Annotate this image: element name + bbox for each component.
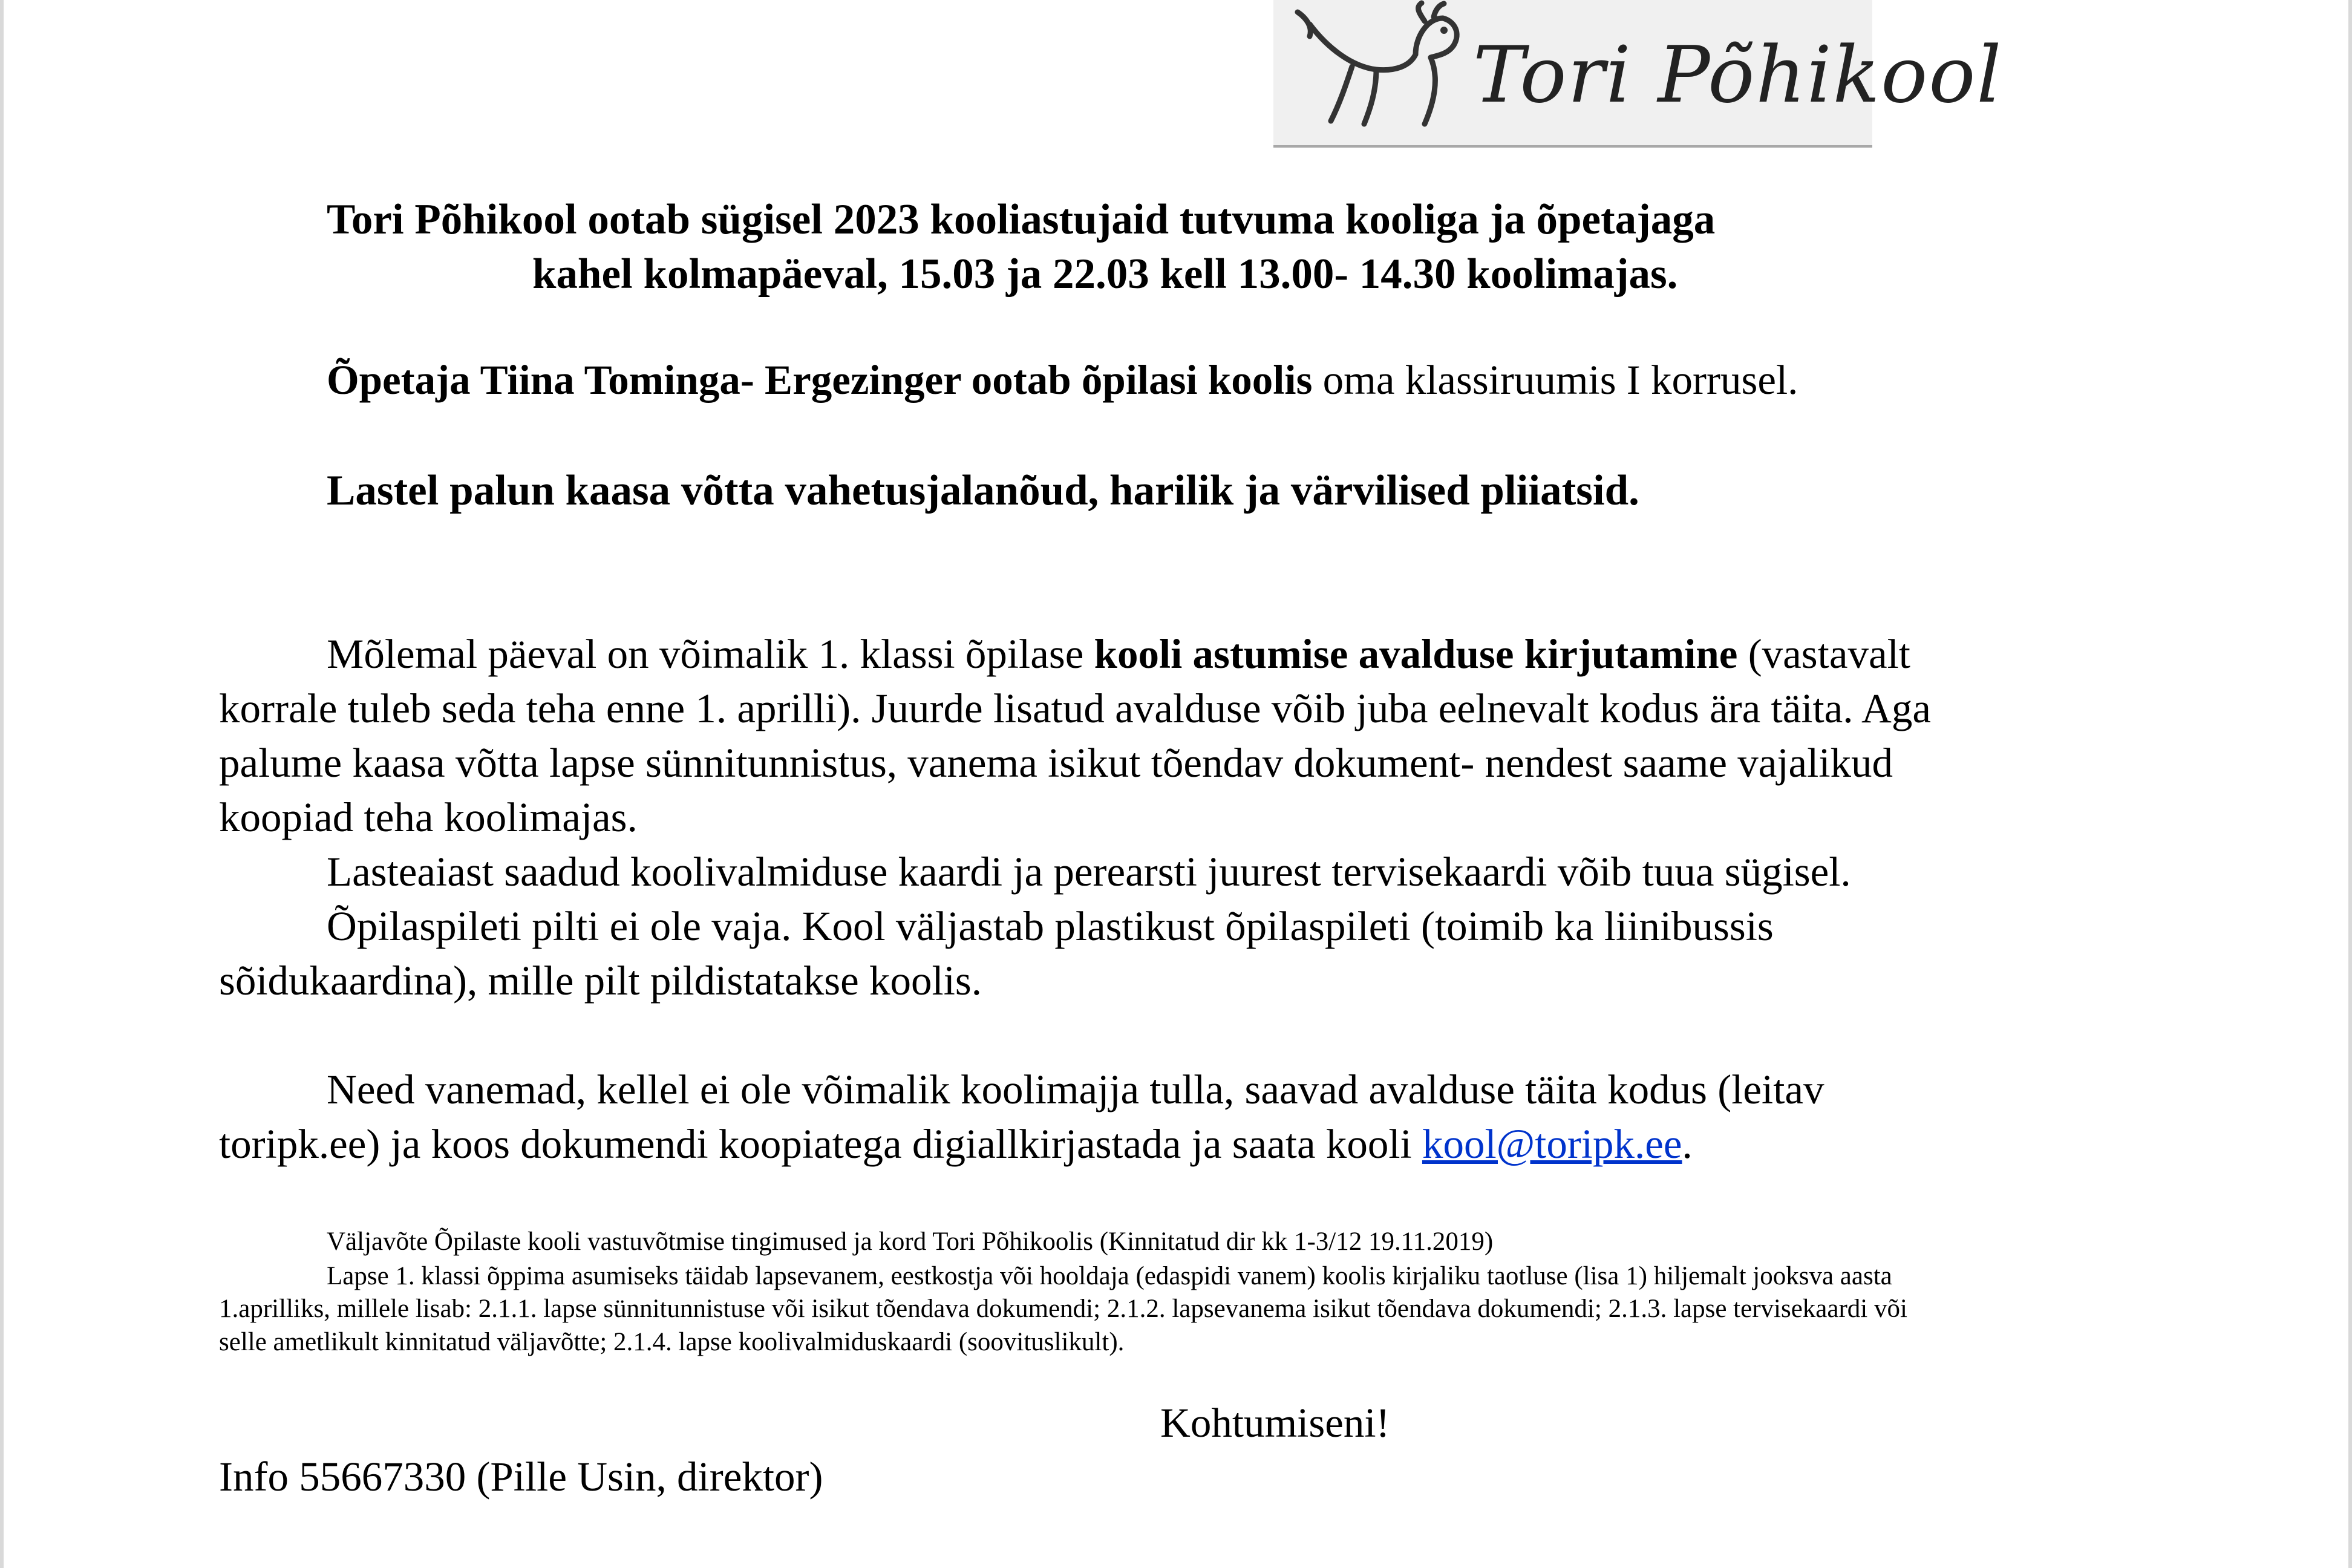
logo-text: Tori Põhikool xyxy=(1473,30,2003,120)
para4-l2c: . xyxy=(1682,1121,1693,1167)
para3-line1: Õpilaspileti pilti ei ole vaja. Kool väljastab plastikust õpilaspileti (toimib ka liinibussis xyxy=(327,903,1774,949)
para4-line2 xyxy=(219,1123,1693,1165)
para1-l1a: Mõlemal päeval on võimalik 1. klassi õpilase xyxy=(327,631,1094,677)
school-logo xyxy=(1273,0,2003,148)
para2: Lasteaiast saadud koolivalmiduse kaardi ja perearsti juurest tervisekaardi võib tuua sügisel. xyxy=(327,849,1851,895)
teacher-bold: Õpetaja Tiina Tominga- Ergezinger ootab õpilasi koolis xyxy=(327,357,1313,403)
bring-supplies: Lastel palun kaasa võtta vahetusjalanõud, harilik ja värvilised pliiatsid. xyxy=(327,467,1639,514)
teacher-normal: oma klassiruumis I korrusel. xyxy=(1322,357,1798,403)
excerpt-line4: selle ametlikult kinnitatud väljavõtte; 2.1.4. lapse koolivalmiduskaardi (soovituslikult). xyxy=(219,1328,1125,1356)
para4-line1: Need vanemad, kellel ei ole võimalik koolimajja tulla, saavad avalduse täita kodus (leitav xyxy=(327,1067,1824,1112)
para1-line2: korrale tuleb seda teha enne 1. aprilli). Juurde lisatud avalduse võib juba eelnevalt kodus ära täita. Aga xyxy=(219,685,1931,731)
para3-line2: sõidukaardina), mille pilt pildistatakse koolis. xyxy=(219,958,982,1004)
horse-icon xyxy=(1285,0,1467,133)
title-line-1: Tori Põhikool ootab sügisel 2023 kooliastujaid tutvuma kooliga ja õpetajaga xyxy=(327,196,1716,243)
contact-info: Info 55667330 (Pille Usin, direktor) xyxy=(219,1454,823,1500)
para4-l2a: toripk.ee) ja koos dokumendi koopiatega digiallkirjastada ja saata kooli xyxy=(219,1121,1422,1167)
teacher-line xyxy=(327,359,1798,401)
email-link[interactable]: kool@toripk.ee xyxy=(1422,1121,1682,1167)
page-edge-left xyxy=(0,0,4,1568)
para1-line4: koopiad teha koolimajas. xyxy=(219,794,638,840)
closing: Kohtumiseni! xyxy=(1160,1400,1390,1446)
para1-line3: palume kaasa võtta lapse sünnitunnistus, vanema isikut tõendav dokument- nendest saame vajalikud xyxy=(219,740,1893,786)
para1-l1c: (vastavalt xyxy=(1737,631,1910,677)
excerpt-line1: Väljavõte Õpilaste kooli vastuvõtmise tingimused ja kord Tori Põhikoolis (Kinnitatud dir kk 1-3/12 19.11.2019) xyxy=(327,1227,1494,1256)
title-line-2: kahel kolmapäeval, 15.03 ja 22.03 kell 13.00- 14.30 koolimajas. xyxy=(532,250,1678,298)
excerpt-line3: 1.aprilliks, millele lisab: 2.1.1. lapse sünnitunnistuse või isikut tõendava dokumendi; 2.1.2. lapsevanema isikut tõendava dokumendi; 2.1.3. lapse tervisekaardi või xyxy=(219,1295,1907,1323)
excerpt-line2: Lapse 1. klassi õppima asumiseks täidab lapsevanem, eestkostja või hooldaja (edaspidi vanem) koolis kirjaliku taotluse (lisa 1) hiljemalt jooksva aasta xyxy=(327,1262,1892,1290)
para1-line1 xyxy=(327,633,1910,675)
page-edge-right xyxy=(2348,0,2352,1568)
para1-l1b: kooli astumise avalduse kirjutamine xyxy=(1094,631,1738,677)
